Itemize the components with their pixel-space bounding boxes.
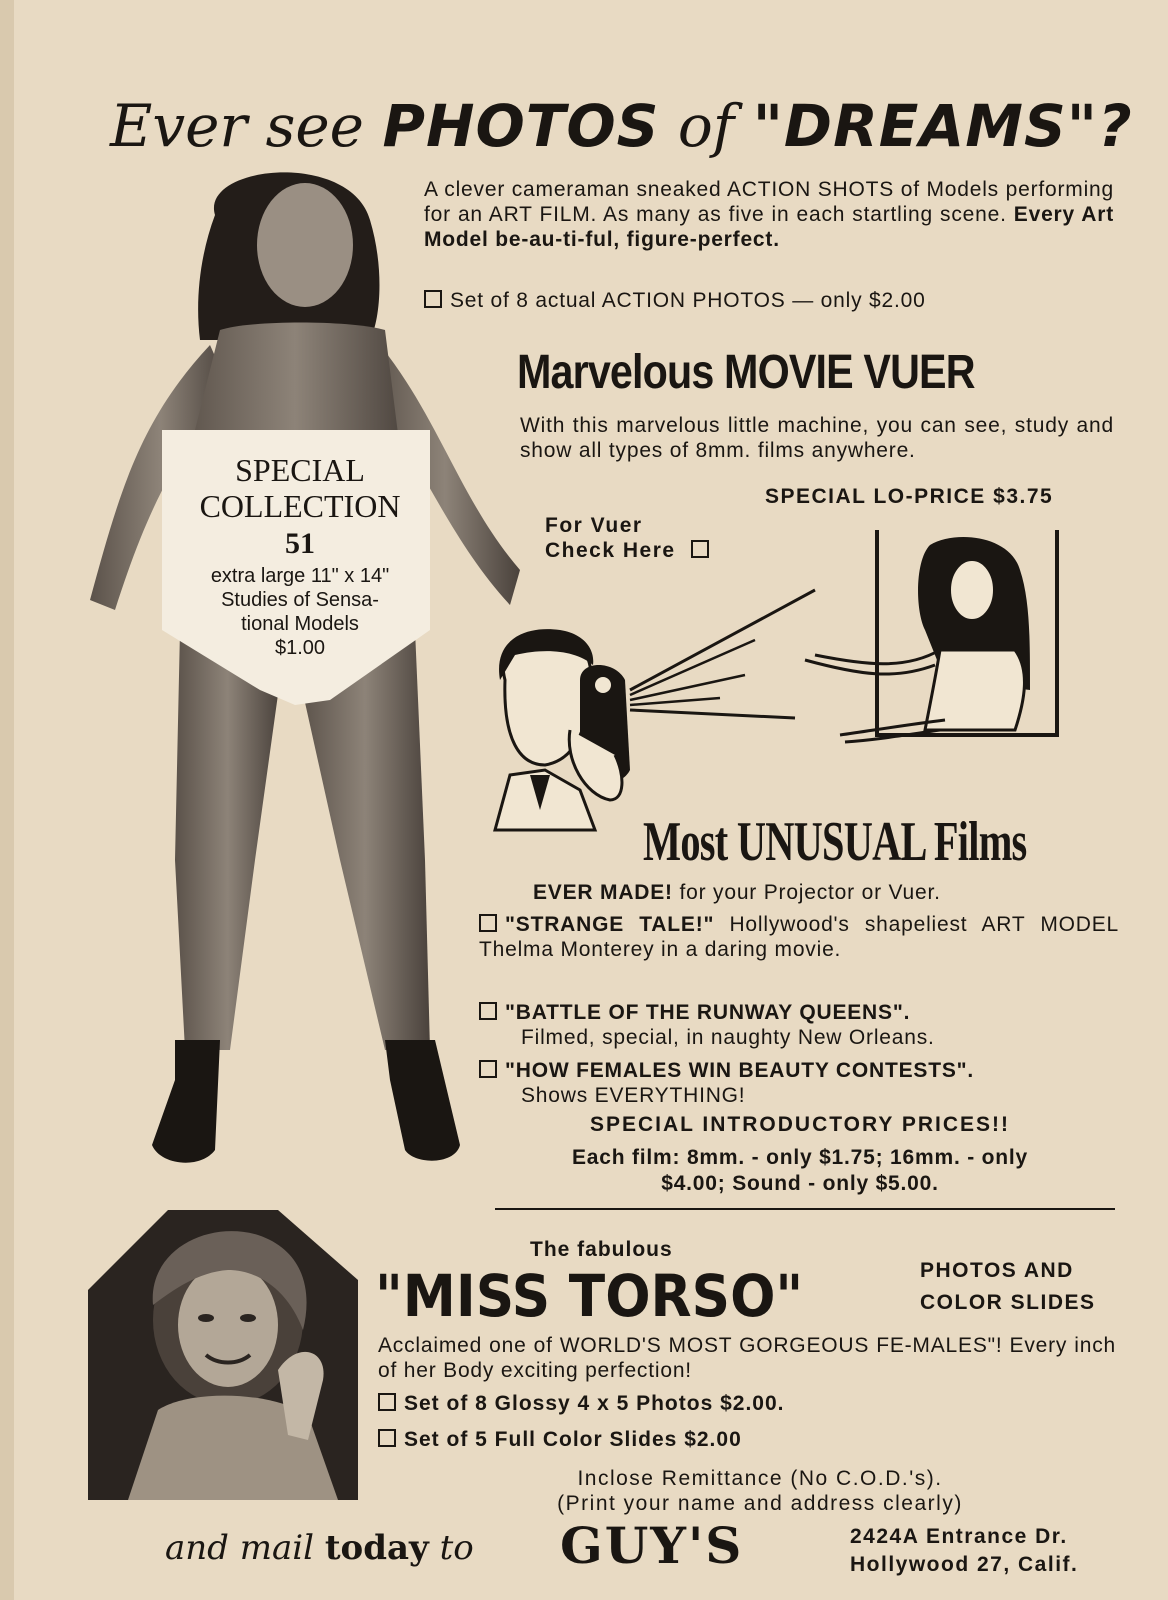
model-photo xyxy=(80,160,540,1200)
prices-heading: SPECIAL INTRODUCTORY PRICES!! xyxy=(589,1113,1011,1136)
remittance-note xyxy=(450,1466,1070,1516)
headline-part2: PHOTOS xyxy=(382,92,660,160)
movie-vuer-price: SPECIAL LO-PRICE $3.75 xyxy=(765,485,1054,508)
miss-torso-text: Acclaimed one of WORLD'S MOST GORGEOUS FE-MALES"! Every inch of her Body exciting perfection! xyxy=(378,1334,1116,1382)
special-collection-line6: tional Models xyxy=(241,613,359,635)
film1-title: "STRANGE TALE!" xyxy=(505,913,715,936)
action-photos-option[interactable] xyxy=(424,288,1114,313)
film2-checkbox[interactable] xyxy=(479,1002,497,1020)
miss-torso-option2-label: Set of 5 Full Color Slides $2.00 xyxy=(404,1428,742,1451)
action-photos-description: A clever cameraman sneaked ACTION SHOTS of Models performing for an ART FILM. As many as five in each startling scene. xyxy=(424,178,1114,226)
film-option-2[interactable] xyxy=(479,1000,1119,1050)
special-collection-line4: extra large 11" x 14" xyxy=(210,565,390,587)
film-option-1[interactable] xyxy=(479,912,1119,962)
movie-vuer-text: With this marvelous little machine, you can see, study and show all types of 8mm. films anywhere. xyxy=(520,414,1114,462)
special-collection-line2: COLLECTION xyxy=(199,488,401,524)
address-line2: Hollywood 27, Calif. xyxy=(850,1553,1079,1576)
film2-text: Filmed, special, in naughty New Orleans. xyxy=(521,1026,935,1049)
headline-part3: of xyxy=(659,92,753,160)
film3-title: "HOW FEMALES WIN BEAUTY CONTESTS". xyxy=(505,1059,975,1082)
ever-made-bold: EVER MADE! xyxy=(533,881,673,904)
headline-part1: Ever see xyxy=(110,92,383,160)
action-photos-checkbox[interactable] xyxy=(424,290,442,308)
miss-torso-photo xyxy=(88,1210,360,1500)
film-prices xyxy=(470,1145,1130,1197)
photos-and: PHOTOS AND xyxy=(920,1259,1074,1282)
headline-part4: "DREAMS"? xyxy=(752,92,1133,160)
miss-torso-option2[interactable] xyxy=(378,1428,742,1452)
miss-torso-subtitle xyxy=(920,1255,1096,1319)
mail-text-b: today xyxy=(324,1528,429,1568)
special-collection-line5: Studies of Sensa- xyxy=(221,589,379,611)
film-prices-line2: $4.00; Sound - only $5.00. xyxy=(661,1172,939,1195)
action-photos-option-label: Set of 8 actual ACTION PHOTOS — only $2.00 xyxy=(450,289,926,312)
ever-made-rest: for your Projector or Vuer. xyxy=(672,881,941,904)
film1-checkbox[interactable] xyxy=(479,914,497,932)
mail-text-a: and mail xyxy=(165,1528,325,1568)
special-collection-line1: SPECIAL xyxy=(235,452,365,488)
ever-made-line xyxy=(533,880,1113,905)
movie-vuer-illustration xyxy=(485,530,1085,840)
film2-title: "BATTLE OF THE RUNWAY QUEENS". xyxy=(505,1001,911,1024)
film1-text: Hollywood's shapeliest ART MODEL Thelma Monterey in a daring movie. xyxy=(479,913,1120,961)
miss-torso-photos-checkbox[interactable] xyxy=(378,1393,396,1411)
mailing-address xyxy=(850,1523,1078,1579)
miss-torso-option1-label: Set of 8 Glossy 4 x 5 Photos $2.00. xyxy=(404,1392,785,1415)
miss-torso-fabulous: The fabulous xyxy=(530,1238,673,1261)
action-photos-text xyxy=(424,177,1114,252)
mail-today-line xyxy=(165,1528,474,1568)
special-collection-count: 51 xyxy=(285,527,315,560)
movie-vuer-check-line2: Check Here xyxy=(545,539,676,562)
movie-vuer-heading: Marvelous MOVIE VUER xyxy=(517,346,975,399)
color-slides: COLOR SLIDES xyxy=(920,1291,1096,1314)
unusual-films-heading: Most UNUSUAL Films xyxy=(643,811,1027,873)
remittance-line1: Inclose Remittance (No C.O.D.'s). xyxy=(577,1467,943,1490)
brand-name: GUY'S xyxy=(560,1516,744,1575)
miss-torso-slides-checkbox[interactable] xyxy=(378,1429,396,1447)
miss-torso-option1[interactable] xyxy=(378,1392,784,1416)
film-option-3[interactable] xyxy=(479,1058,1119,1108)
mail-text-c: to xyxy=(428,1528,474,1568)
film-prices-line1: Each film: 8mm. - only $1.75; 16mm. - only xyxy=(571,1146,1029,1169)
remittance-line2: (Print your name and address clearly) xyxy=(557,1492,963,1515)
action-photos-bold: Every Art Model be-au-ti-ful, figure-perfect. xyxy=(424,203,1114,251)
film3-checkbox[interactable] xyxy=(479,1060,497,1078)
special-collection xyxy=(150,452,450,660)
miss-torso-title: "MISS TORSO" xyxy=(375,1262,804,1330)
address-line1: 2424A Entrance Dr. xyxy=(850,1525,1068,1548)
movie-vuer-check-line1: For Vuer xyxy=(545,514,643,537)
special-collection-price: $1.00 xyxy=(274,637,326,659)
section-divider xyxy=(495,1208,1115,1210)
film3-text: Shows EVERYTHING! xyxy=(521,1084,746,1107)
